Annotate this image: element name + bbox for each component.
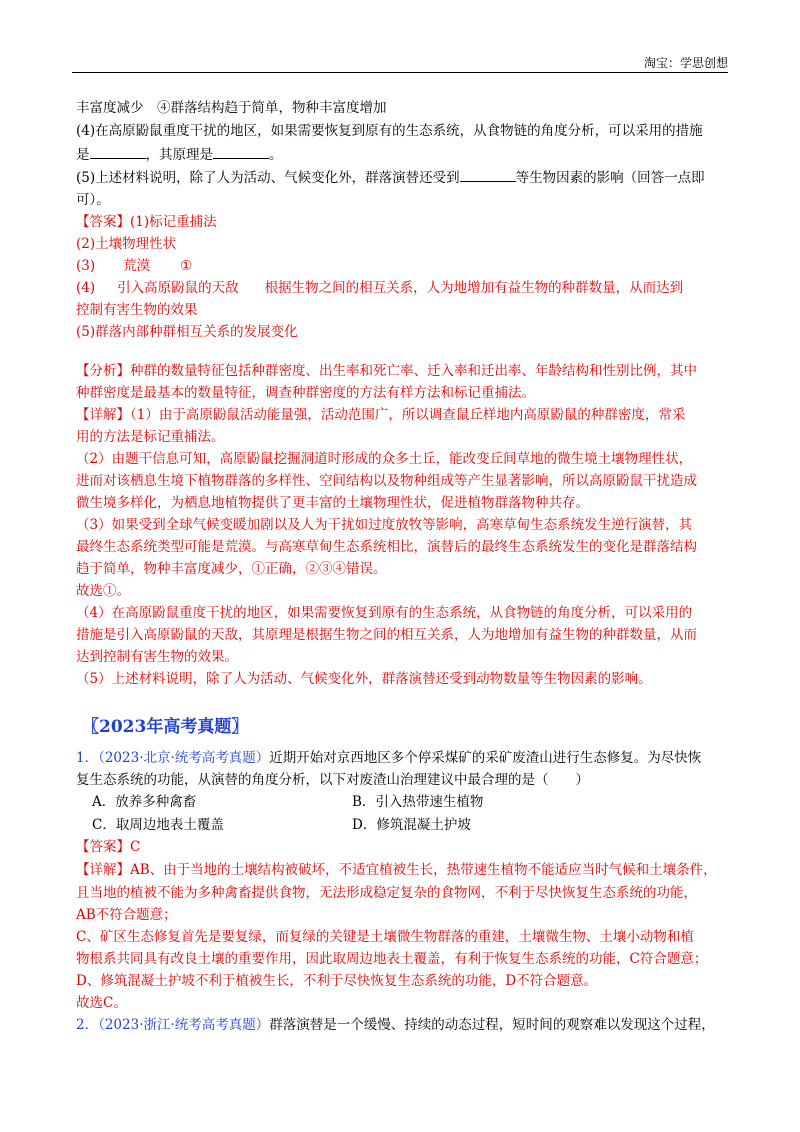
answer-blank bbox=[460, 167, 516, 182]
answer-text: 根据生物之间的相互关系，人为地增加有益生物的种群数量，从而达到 bbox=[264, 280, 684, 296]
page-header: 淘宝：学思创想 bbox=[643, 56, 728, 70]
answer-line bbox=[76, 212, 217, 232]
answer-line: (5)群落内部种群相互关系的发展变化 bbox=[76, 324, 298, 340]
question-stem: 复生态系统的功能，从演替的角度分析，以下对废渣山治理建议中最合理的是（ ） bbox=[76, 772, 589, 788]
detail-line: （4）在高原鼢鼠重度干扰的地区，如果需要恢复到原有的生态系统，从食物链的角度分析，可以采用的 bbox=[76, 605, 693, 621]
header-divider bbox=[72, 72, 728, 73]
option-c: C．取周边地表土覆盖 bbox=[92, 817, 224, 833]
detail-line: （2）由题干信息可知，高原鼢鼠挖掘洞道时形成的众多土丘，能改变丘间草地的微生境土壤物理性状， bbox=[76, 451, 693, 467]
question-text: 等生物因素的影响（回答一点即 bbox=[515, 170, 705, 186]
detail-text: AB、由于当地的土壤结构被破坏，不适宜植被生长，热带速生植物不能适应当时气候和土壤条件， bbox=[130, 862, 717, 878]
detail-line: D、修筑混凝土护坡不利于植被生长，不利于尽快恢复生态系统的功能，D不符合题意。 bbox=[76, 973, 598, 989]
detail-line: （3）如果受到全球气候变暖加剧以及人为干扰如过度放牧等影响，高寒草甸生态系统发生逆行演替，其 bbox=[76, 517, 693, 533]
answer-text: ① bbox=[180, 258, 193, 274]
detail-line bbox=[76, 860, 717, 880]
answer-blank bbox=[90, 144, 146, 159]
answer-number: (3) bbox=[76, 258, 96, 274]
detail-line: 进而对该栖息生境下植物群落的多样性、空间结构以及物种组成等产生显著影响，所以高原鼢鼠干扰造成 bbox=[76, 473, 697, 489]
detail-label: 【详解】 bbox=[76, 862, 130, 878]
question-line: 丰富度减少 ④群落结构趋于简单，物种丰富度增加 bbox=[76, 100, 387, 116]
question-text: (5)上述材料说明，除了人为活动、气候变化外，群落演替还受到 bbox=[76, 170, 460, 186]
question-line bbox=[76, 167, 705, 188]
detail-line: （5）上述材料说明，除了人为活动、气候变化外，群落演替还受到动物数量等生物因素的影响。 bbox=[76, 671, 652, 687]
answer-text: 荒漠 bbox=[123, 258, 151, 274]
question-stem bbox=[76, 1015, 715, 1035]
analysis-label: 【分析】 bbox=[76, 363, 130, 379]
question-text: 。 bbox=[269, 147, 283, 163]
option-d: D．修筑混凝土护坡 bbox=[352, 817, 471, 833]
analysis-line bbox=[76, 361, 697, 381]
detail-text: （1）由于高原鼢鼠活动能量强，活动范围广，所以调查鼠丘样地内高原鼢鼠的种群密度，常采 bbox=[130, 407, 686, 423]
detail-label: 【详解】 bbox=[76, 407, 130, 423]
question-number: 1． bbox=[76, 750, 99, 766]
detail-line: AB不符合题意； bbox=[76, 907, 177, 923]
answer-text: C bbox=[130, 839, 141, 855]
detail-line: 故选①。 bbox=[76, 583, 130, 599]
question-text: 是 bbox=[76, 147, 90, 163]
detail-line: 达到控制有害生物的效果。 bbox=[76, 649, 238, 665]
answer-line bbox=[76, 278, 683, 298]
answer-label: 【答案】 bbox=[76, 214, 130, 230]
detail-line: 且当地的植被不能为多种禽畜提供食物，无法形成稳定复杂的食物网，不利于尽快恢复生态系统的功能， bbox=[76, 885, 697, 901]
question-source: （2023·浙江·统考高考真题） bbox=[98, 1017, 270, 1033]
question-source: （2023·北京·统考高考真题） bbox=[98, 750, 270, 766]
answer-number: (4) bbox=[76, 280, 96, 296]
question-line bbox=[76, 144, 283, 165]
section-title: 〖2023年高考真题〗 bbox=[82, 717, 249, 737]
detail-line: 用的方法是标记重捕法。 bbox=[76, 429, 225, 445]
question-text: 近期开始对京西地区多个停采煤矿的采矿废渣山进行生态修复。为尽快恢 bbox=[269, 750, 702, 766]
detail-line bbox=[76, 405, 685, 425]
answer-text: 引入高原鼢鼠的天敌 bbox=[117, 280, 239, 296]
detail-line: 趋于简单，物种丰富度减少，①正确，②③④错误。 bbox=[76, 561, 387, 577]
detail-line: 最终生态系统类型可能是荒漠。与高寒草甸生态系统相比，演替后的最终生态系统发生的变化是群落结构 bbox=[76, 539, 697, 555]
detail-line: 物根系共同具有改良土壤的重要作用，因此取周边地表土覆盖，有利于恢复生态系统的功能，C符合题意； bbox=[76, 951, 708, 967]
answer-line bbox=[76, 256, 192, 276]
question-stem bbox=[76, 748, 701, 768]
detail-line: 故选C。 bbox=[76, 995, 127, 1011]
question-text: ，其原理是 bbox=[145, 147, 213, 163]
question-number: 2． bbox=[76, 1017, 99, 1033]
question-line: 可）。 bbox=[76, 192, 110, 208]
option-b: B．引入热带速生植物 bbox=[352, 794, 484, 810]
answer-line bbox=[76, 837, 140, 857]
answer-text: (1)标记重捕法 bbox=[130, 214, 217, 230]
analysis-line: 种群密度是最基本的数量特征，调查种群密度的方法有样方法和标记重捕法。 bbox=[76, 385, 535, 401]
question-line: (4)在高原鼢鼠重度干扰的地区，如果需要恢复到原有的生态系统，从食物链的角度分析，可以采用的措施 bbox=[76, 123, 703, 139]
answer-blank bbox=[213, 144, 269, 159]
question-text: 群落演替是一个缓慢、持续的动态过程，短时间的观察难以发现这个过程， bbox=[269, 1017, 715, 1033]
answer-line: (2)土壤物理性状 bbox=[76, 236, 177, 252]
answer-line: 控制有害生物的效果 bbox=[76, 302, 198, 318]
analysis-text: 种群的数量特征包括种群密度、出生率和死亡率、迁入率和迁出率、年龄结构和性别比例，其中 bbox=[130, 363, 697, 379]
detail-line: 微生境多样化，为栖息地植物提供了更丰富的土壤物理性状，促进植物群落物种共存。 bbox=[76, 495, 589, 511]
answer-label: 【答案】 bbox=[76, 839, 130, 855]
option-a: A．放养多种禽畜 bbox=[92, 794, 197, 810]
detail-line: C、矿区生态修复首先是要复绿，而复绿的关键是土壤微生物群落的重建，土壤微生物、土壤小动物和植 bbox=[76, 929, 694, 945]
detail-line: 措施是引入高原鼢鼠的天敌，其原理是根据生物之间的相互关系，人为地增加有益生物的种群数量，从而 bbox=[76, 627, 697, 643]
